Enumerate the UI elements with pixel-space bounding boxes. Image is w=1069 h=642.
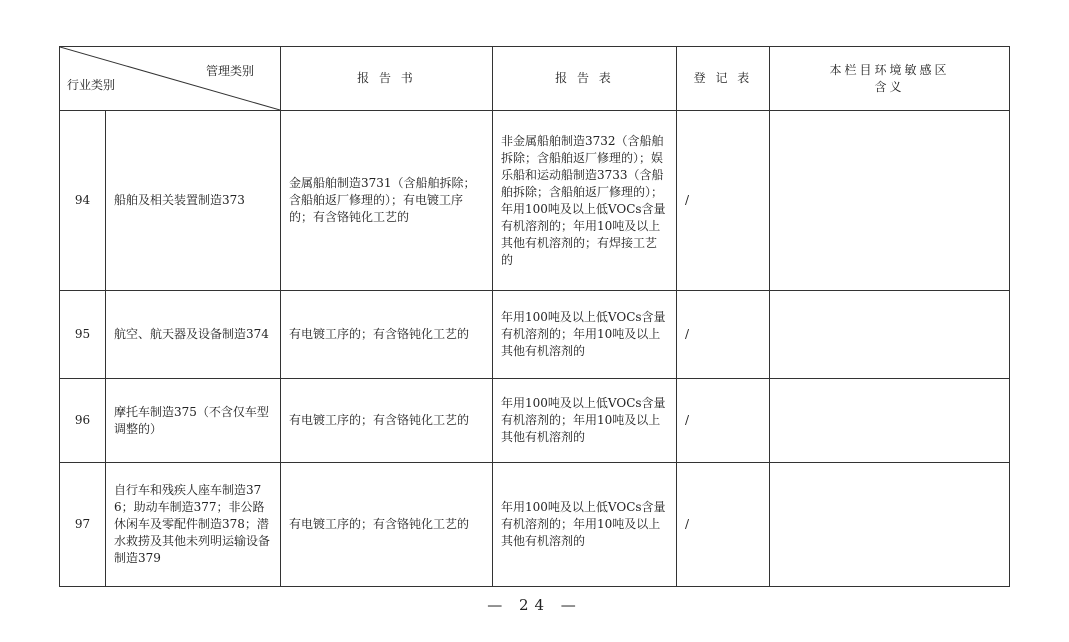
industry-category-label: 行业类别 bbox=[67, 78, 116, 92]
page-number: — 24 — bbox=[487, 596, 582, 614]
row-number: 95 bbox=[60, 291, 106, 379]
report-book-cell: 金属船舶制造3731（含船舶拆除；含船舶返厂修理的）；有电镀工序的；有含铬钝化工艺的 bbox=[281, 111, 493, 291]
sensitive-area-header-line1: 本栏目环境敏感区 bbox=[829, 62, 950, 77]
table-row bbox=[60, 111, 1010, 291]
table-row bbox=[60, 379, 1010, 463]
industry-cell: 摩托车制造375（不含仅车型调整的） bbox=[106, 379, 281, 463]
industry-cell: 自行车和残疾人座车制造376；助动车制造377；非公路休闲车及零配件制造378；潜水救捞及其他未列明运输设备制造379 bbox=[106, 463, 281, 587]
report-book-cell: 有电镀工序的；有含铬钝化工艺的 bbox=[281, 291, 493, 379]
report-form-cell: 年用100吨及以上低VOCs含量有机溶剂的；年用10吨及以上其他有机溶剂的 bbox=[493, 291, 677, 379]
table-row bbox=[60, 291, 1010, 379]
diagonal-header-cell bbox=[60, 47, 281, 111]
registration-cell: / bbox=[677, 463, 770, 587]
row-number: 97 bbox=[60, 463, 106, 587]
row-number: 94 bbox=[60, 111, 106, 291]
report-form-cell: 年用100吨及以上低VOCs含量有机溶剂的；年用10吨及以上其他有机溶剂的 bbox=[493, 463, 677, 587]
industry-cell: 航空、航天器及设备制造374 bbox=[106, 291, 281, 379]
table-row bbox=[60, 463, 1010, 587]
industry-cell: 船舶及相关装置制造373 bbox=[106, 111, 281, 291]
row-number: 96 bbox=[60, 379, 106, 463]
header-row bbox=[60, 47, 1010, 111]
catalog-table bbox=[59, 46, 1010, 587]
report-form-cell: 非金属船舶制造3732（含船舶拆除；含船舶返厂修理的）；娱乐船和运动船制造3733（含船舶拆除；含船舶返厂修理的）；年用100吨及以上低VOCs含量有机溶剂的；年用10吨及以上其他有机溶剂的；有焊接工艺的 bbox=[493, 111, 677, 291]
report-form-header: 报 告 表 bbox=[493, 47, 677, 111]
sensitive-area-cell bbox=[770, 291, 1010, 379]
sensitive-area-header bbox=[770, 47, 1010, 111]
report-book-cell: 有电镀工序的；有含铬钝化工艺的 bbox=[281, 463, 493, 587]
sensitive-area-cell bbox=[770, 379, 1010, 463]
report-form-cell: 年用100吨及以上低VOCs含量有机溶剂的；年用10吨及以上其他有机溶剂的 bbox=[493, 379, 677, 463]
sensitive-area-cell bbox=[770, 463, 1010, 587]
sensitive-area-header-line2: 含义 bbox=[874, 79, 905, 94]
registration-cell: / bbox=[677, 379, 770, 463]
report-book-header: 报 告 书 bbox=[281, 47, 493, 111]
registration-cell: / bbox=[677, 291, 770, 379]
report-book-cell: 有电镀工序的；有含铬钝化工艺的 bbox=[281, 379, 493, 463]
sensitive-area-cell bbox=[770, 111, 1010, 291]
mgmt-category-label: 管理类别 bbox=[205, 64, 254, 78]
registration-cell: / bbox=[677, 111, 770, 291]
registration-form-header: 登 记 表 bbox=[677, 47, 770, 111]
